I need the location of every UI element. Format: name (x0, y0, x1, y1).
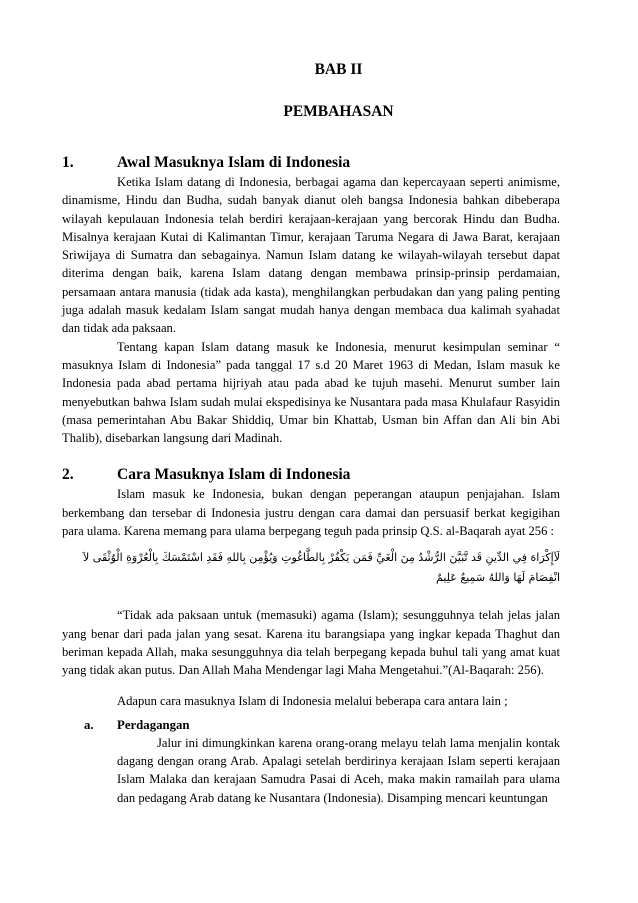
method-a-text: Jalur ini dimungkinkan karena orang-orang melayu telah lama menjalin kontak dagang dengan orang Arab. Apalagi setelah berdirinya kerajaan Islam seperti kerajaan Islam Malaka dan kerajaan Samudra Pasai di Aceh, maka makin ramailah para ulama dan pedagang Arab datang ke Nusantara (Indonesia). Disamping mencari keuntungan (117, 735, 560, 805)
method-a-heading (84, 716, 560, 734)
quran-verse-arabic: لَآإِكْرَاهَ فِي الدِّينِ قَد تَّبَيَّنَ الرُّشْدُ مِنَ الْغَيِّ فَمَن يَكْفُرْ بِالطَّاغُوتِ وَيُؤْمِن بِاللهِ فَقَدِ اسْتَمْسَكَ بِالْعُرْوَةِ الْوُثْقَى لاَ انْفِصَامَ لَهَا وَاللهُ سَمِيعٌ عَلِيمٌ (83, 551, 560, 585)
method-a-title: Perdagangan (117, 717, 190, 732)
section-2-heading (62, 465, 560, 485)
methods-list (84, 716, 560, 807)
section-1-heading (62, 153, 560, 173)
section-1-paragraph-2: Tentang kapan Islam datang masuk ke Indonesia, menurut kesimpulan seminar “ masuknya Islam di Indonesia” pada tanggal 17 s.d 20 Maret 1963 di Medan, Islam masuk ke Indonesia pada abad pertama hijriyah atau pada abad ke tujuh masehi. Menurut sumber lain menyebutkan bahwa Islam sudah mulai ekspedisinya ke Nusantara pada masa Khulafaur Rasyidin (masa pemerintahan Abu Bakar Shiddiq, Umar bin Khattab, Usman bin Affan dan Ali bin Abi Thalib), disebarkan langsung dari Madinah. (62, 339, 560, 446)
method-a-letter: a. (84, 717, 94, 732)
chapter-title: PEMBAHASAN (283, 103, 394, 120)
verse-translation: “Tidak ada paksaan untuk (memasuki) agama (Islam); sesungguhnya telah jelas jalan yang benar dari pada jalan yang sesat. Karena itu barangsiapa yang ingkar kepada Thaghut dan beriman kepada Allah, maka sesungguhnya dia telah berpegang kepada buhul tali yang amat kuat yang tidak akan putus. Dan Allah Maha Mendengar lagi Maha Mengetahui.”(Al-Baqarah: 256). (62, 608, 560, 678)
chapter-label: BAB II (314, 61, 363, 78)
section-2-title: Cara Masuknya Islam di Indonesia (117, 466, 351, 484)
section-1-title: Awal Masuknya Islam di Indonesia (117, 154, 351, 171)
methods-intro: Adapun cara masuknya Islam di Indonesia melalui beberapa cara antara lain ; (117, 693, 508, 708)
section-1-number: 1. (62, 154, 74, 171)
section-1-paragraph-1: Ketika Islam datang di Indonesia, berbagai agama dan kepercayaan seperti animisme, dinamisme, Hindu dan Budha, sudah banyak dianut oleh bangsa Indonesia bahkan dibeberapa wilayah kepulauan Indonesia telah berdiri kerajaan-kerajaan yang bercorak Hindu dan Budha. Misalnya kerajaan Kutai di Kalimantan Timur, kerajaan Taruma Negara di Jawa Barat, kerajaan Sriwijaya di Sumatra dan sebagainya. Namun Islam datang ke wilayah-wilayah tersebut dapat diterima dengan baik, karena Islam datang dengan membawa prinsip-prinsip perdamaian, persamaan antara manusia (tidak ada kasta), menghilangkan perbudakan dan yang paling penting juga adalah masuk kedalam Islam sangat mudah hanya dengan membaca dua kalimah syahadat dan tidak ada paksaan. (62, 175, 560, 336)
method-a-body (117, 734, 560, 807)
section-2-paragraph-1: Islam masuk ke Indonesia, bukan dengan peperangan ataupun penjajahan. Islam berkembang dan tersebar di Indonesia justru dengan cara damai dan persuasif berkat kegigihan para ulama. Karena memang para ulama berpegang teguh pada prinsip Q.S. al-Baqarah ayat 256 : (62, 487, 560, 539)
section-2-number: 2. (62, 466, 74, 484)
